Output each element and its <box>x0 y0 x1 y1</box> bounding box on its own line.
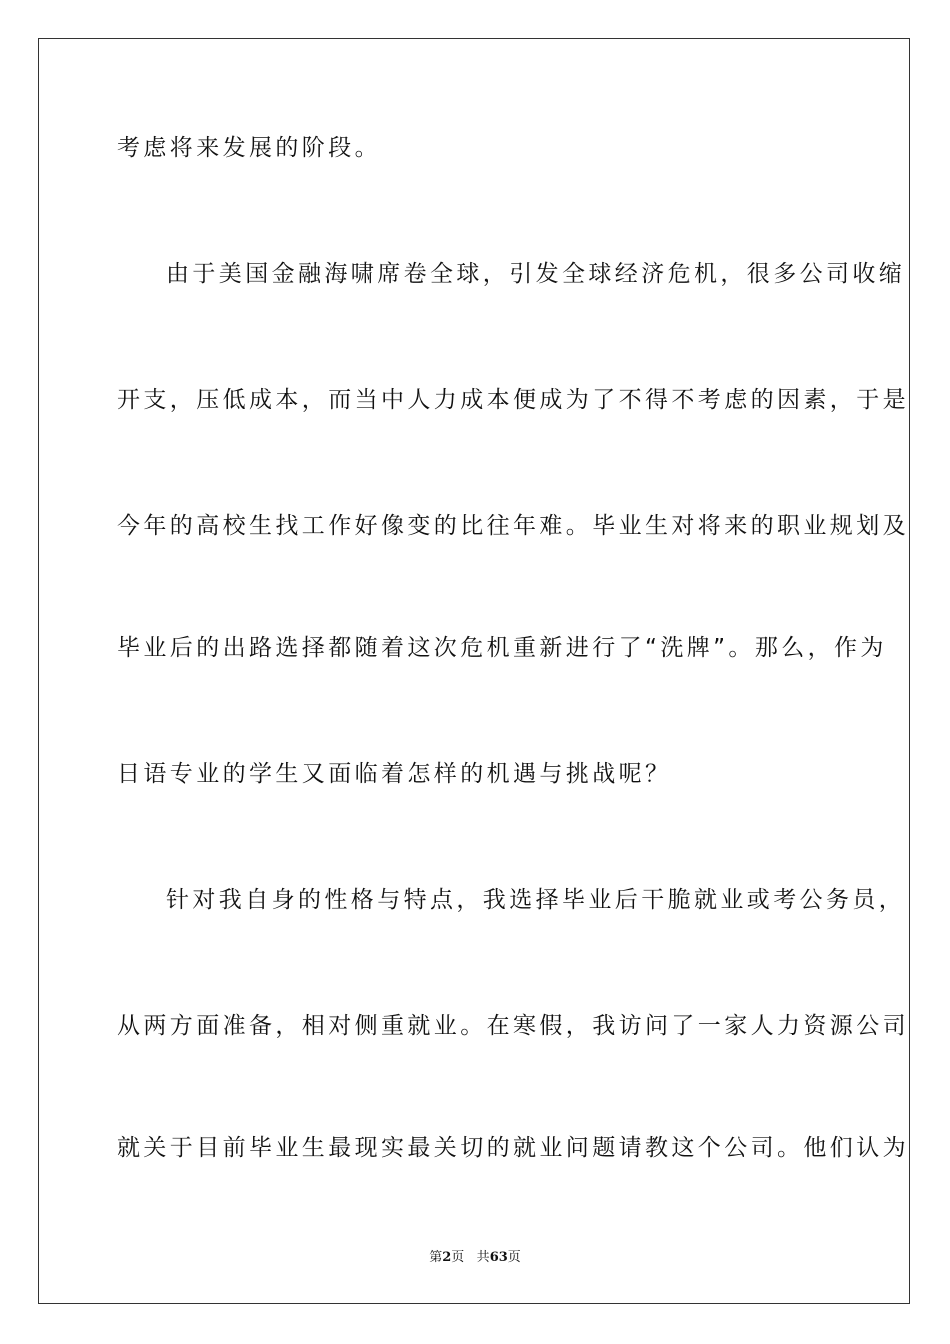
total-prefix: 共 <box>476 1250 490 1265</box>
paragraph-line: 开支，压低成本，而当中人力成本便成为了不得不考虑的因素，于是 <box>117 387 909 413</box>
page-border <box>38 38 910 1304</box>
total-suffix: 页 <box>507 1250 521 1265</box>
paragraph-line: 考虑将来发展的阶段。 <box>117 135 381 161</box>
page-footer <box>0 1246 950 1265</box>
paragraph-line: 毕业后的出路选择都随着这次危机重新进行了“洗牌”。那么，作为 <box>117 635 887 661</box>
paragraph-line: 由于美国金融海啸席卷全球，引发全球经济危机，很多公司收缩 <box>166 261 906 287</box>
paragraph-line: 今年的高校生找工作好像变的比往年难。毕业生对将来的职业规划及 <box>117 513 909 539</box>
page-prefix: 第 <box>429 1250 443 1265</box>
paragraph-line: 针对我自身的性格与特点，我选择毕业后干脆就业或考公务员， <box>166 887 906 913</box>
page-number: 2 <box>442 1250 452 1265</box>
total-pages: 63 <box>489 1250 508 1265</box>
page-suffix: 页 <box>451 1250 465 1265</box>
paragraph-line: 从两方面准备，相对侧重就业。在寒假，我访问了一家人力资源公司 <box>117 1013 909 1039</box>
paragraph-line: 就关于目前毕业生最现实最关切的就业问题请教这个公司。他们认为 <box>117 1135 909 1161</box>
paragraph-line: 日语专业的学生又面临着怎样的机遇与挑战呢？ <box>117 761 672 787</box>
